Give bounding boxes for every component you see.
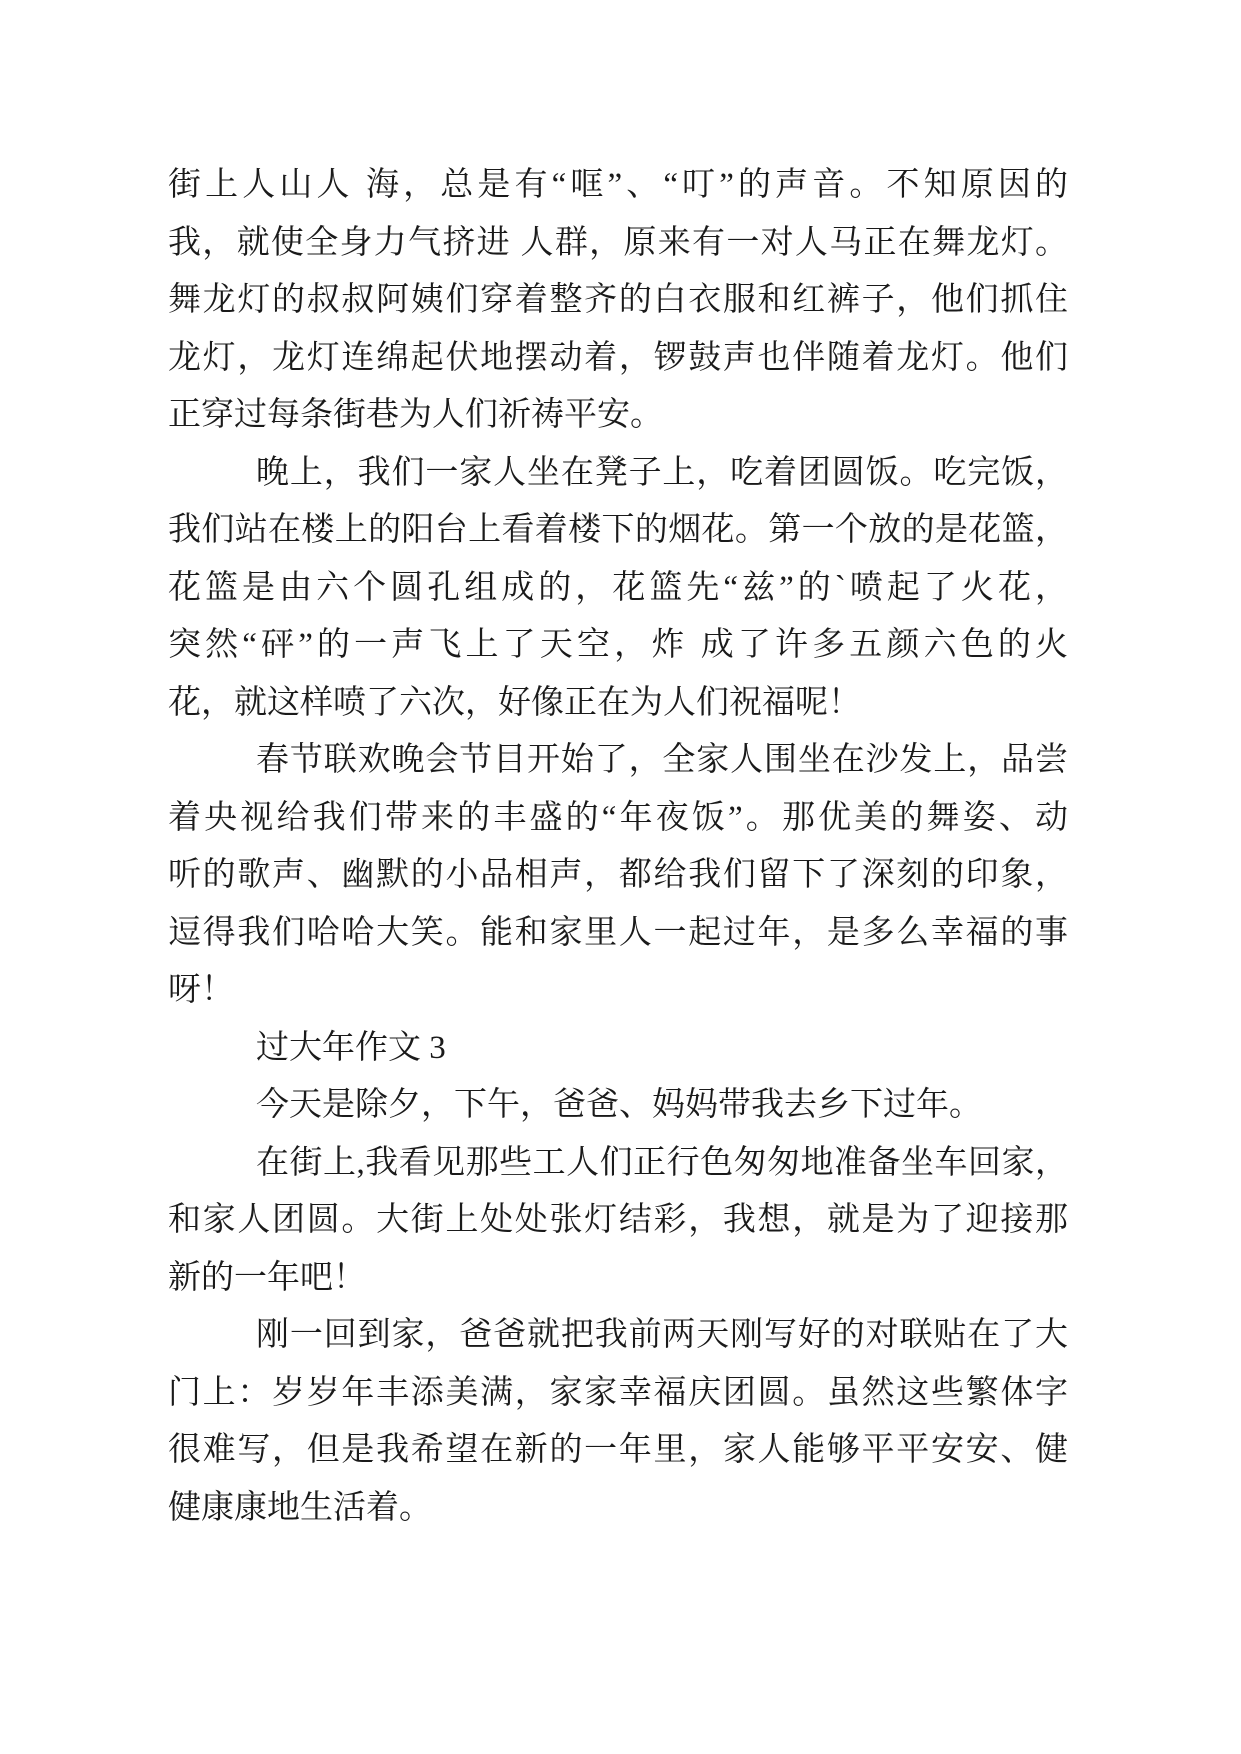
text-line: 门上：岁岁年丰添美满，家家幸福庆团圆。虽然这些繁体字 (168, 1374, 1068, 1411)
text-line: 晚上，我们一家人坐在凳子上，吃着团圆饭。吃完饭， (256, 454, 1068, 491)
essay-text-block (168, 157, 1068, 1537)
text-line: 街上人山人 海，总是有“哐”、“叮”的声音。不知原因的 (168, 167, 1068, 203)
text-line: 着央视给我们带来的丰盛的“年夜饭”。那优美的舞姿、动 (168, 799, 1068, 836)
text-line: 我们站在楼上的阳台上看着楼下的烟花。第一个放的是花篮， (168, 512, 1068, 548)
text-line: 正穿过每条街巷为人们祈祷平安。 (168, 397, 663, 433)
text-line: 和家人团圆。大街上处处张灯结彩，我想，就是为了迎接那 (168, 1202, 1068, 1238)
text-line: 听的歌声、幽默的小品相声，都给我们留下了深刻的印象， (168, 857, 1068, 893)
text-line: 呀！ (168, 972, 234, 1008)
text-line: 很难写，但是我希望在新的一年里，家人能够平平安安、健 (168, 1432, 1068, 1468)
text-line: 突然“砰”的一声飞上了天空，炸 成了许多五颜六色的火 (168, 627, 1068, 663)
text-line: 在街上,我看见那些工人们正行色匆匆地准备坐车回家， (256, 1144, 1068, 1181)
text-line: 今天是除夕，下午，爸爸、妈妈带我去乡下过年。 (256, 1087, 982, 1123)
text-line: 我，就使全身力气挤进 人群，原来有一对人马正在舞龙灯。 (168, 224, 1068, 261)
text-line: 逗得我们哈哈大笑。能和家里人一起过年，是多么幸福的事 (168, 914, 1068, 951)
text-line: 龙灯，龙灯连绵起伏地摆动着，锣鼓声也伴随着龙灯。他们 (168, 339, 1068, 376)
text-line: 过大年作文 3 (256, 1029, 446, 1066)
text-line: 花，就这样喷了六次，好像正在为人们祝福呢！ (168, 684, 861, 721)
text-line: 春节联欢晚会节目开始了，全家人围坐在沙发上，品尝 (256, 742, 1068, 778)
text-line: 花篮是由六个圆孔组成的，花篮先“兹”的`喷起了火花， (168, 569, 1068, 606)
text-line: 舞龙灯的叔叔阿姨们穿着整齐的白衣服和红裤子，他们抓住 (168, 282, 1068, 318)
text-line: 健康康地生活着。 (168, 1489, 432, 1526)
text-line: 新的一年吧！ (168, 1259, 366, 1296)
text-line: 刚一回到家，爸爸就把我前两天刚写好的对联贴在了大 (256, 1317, 1068, 1353)
